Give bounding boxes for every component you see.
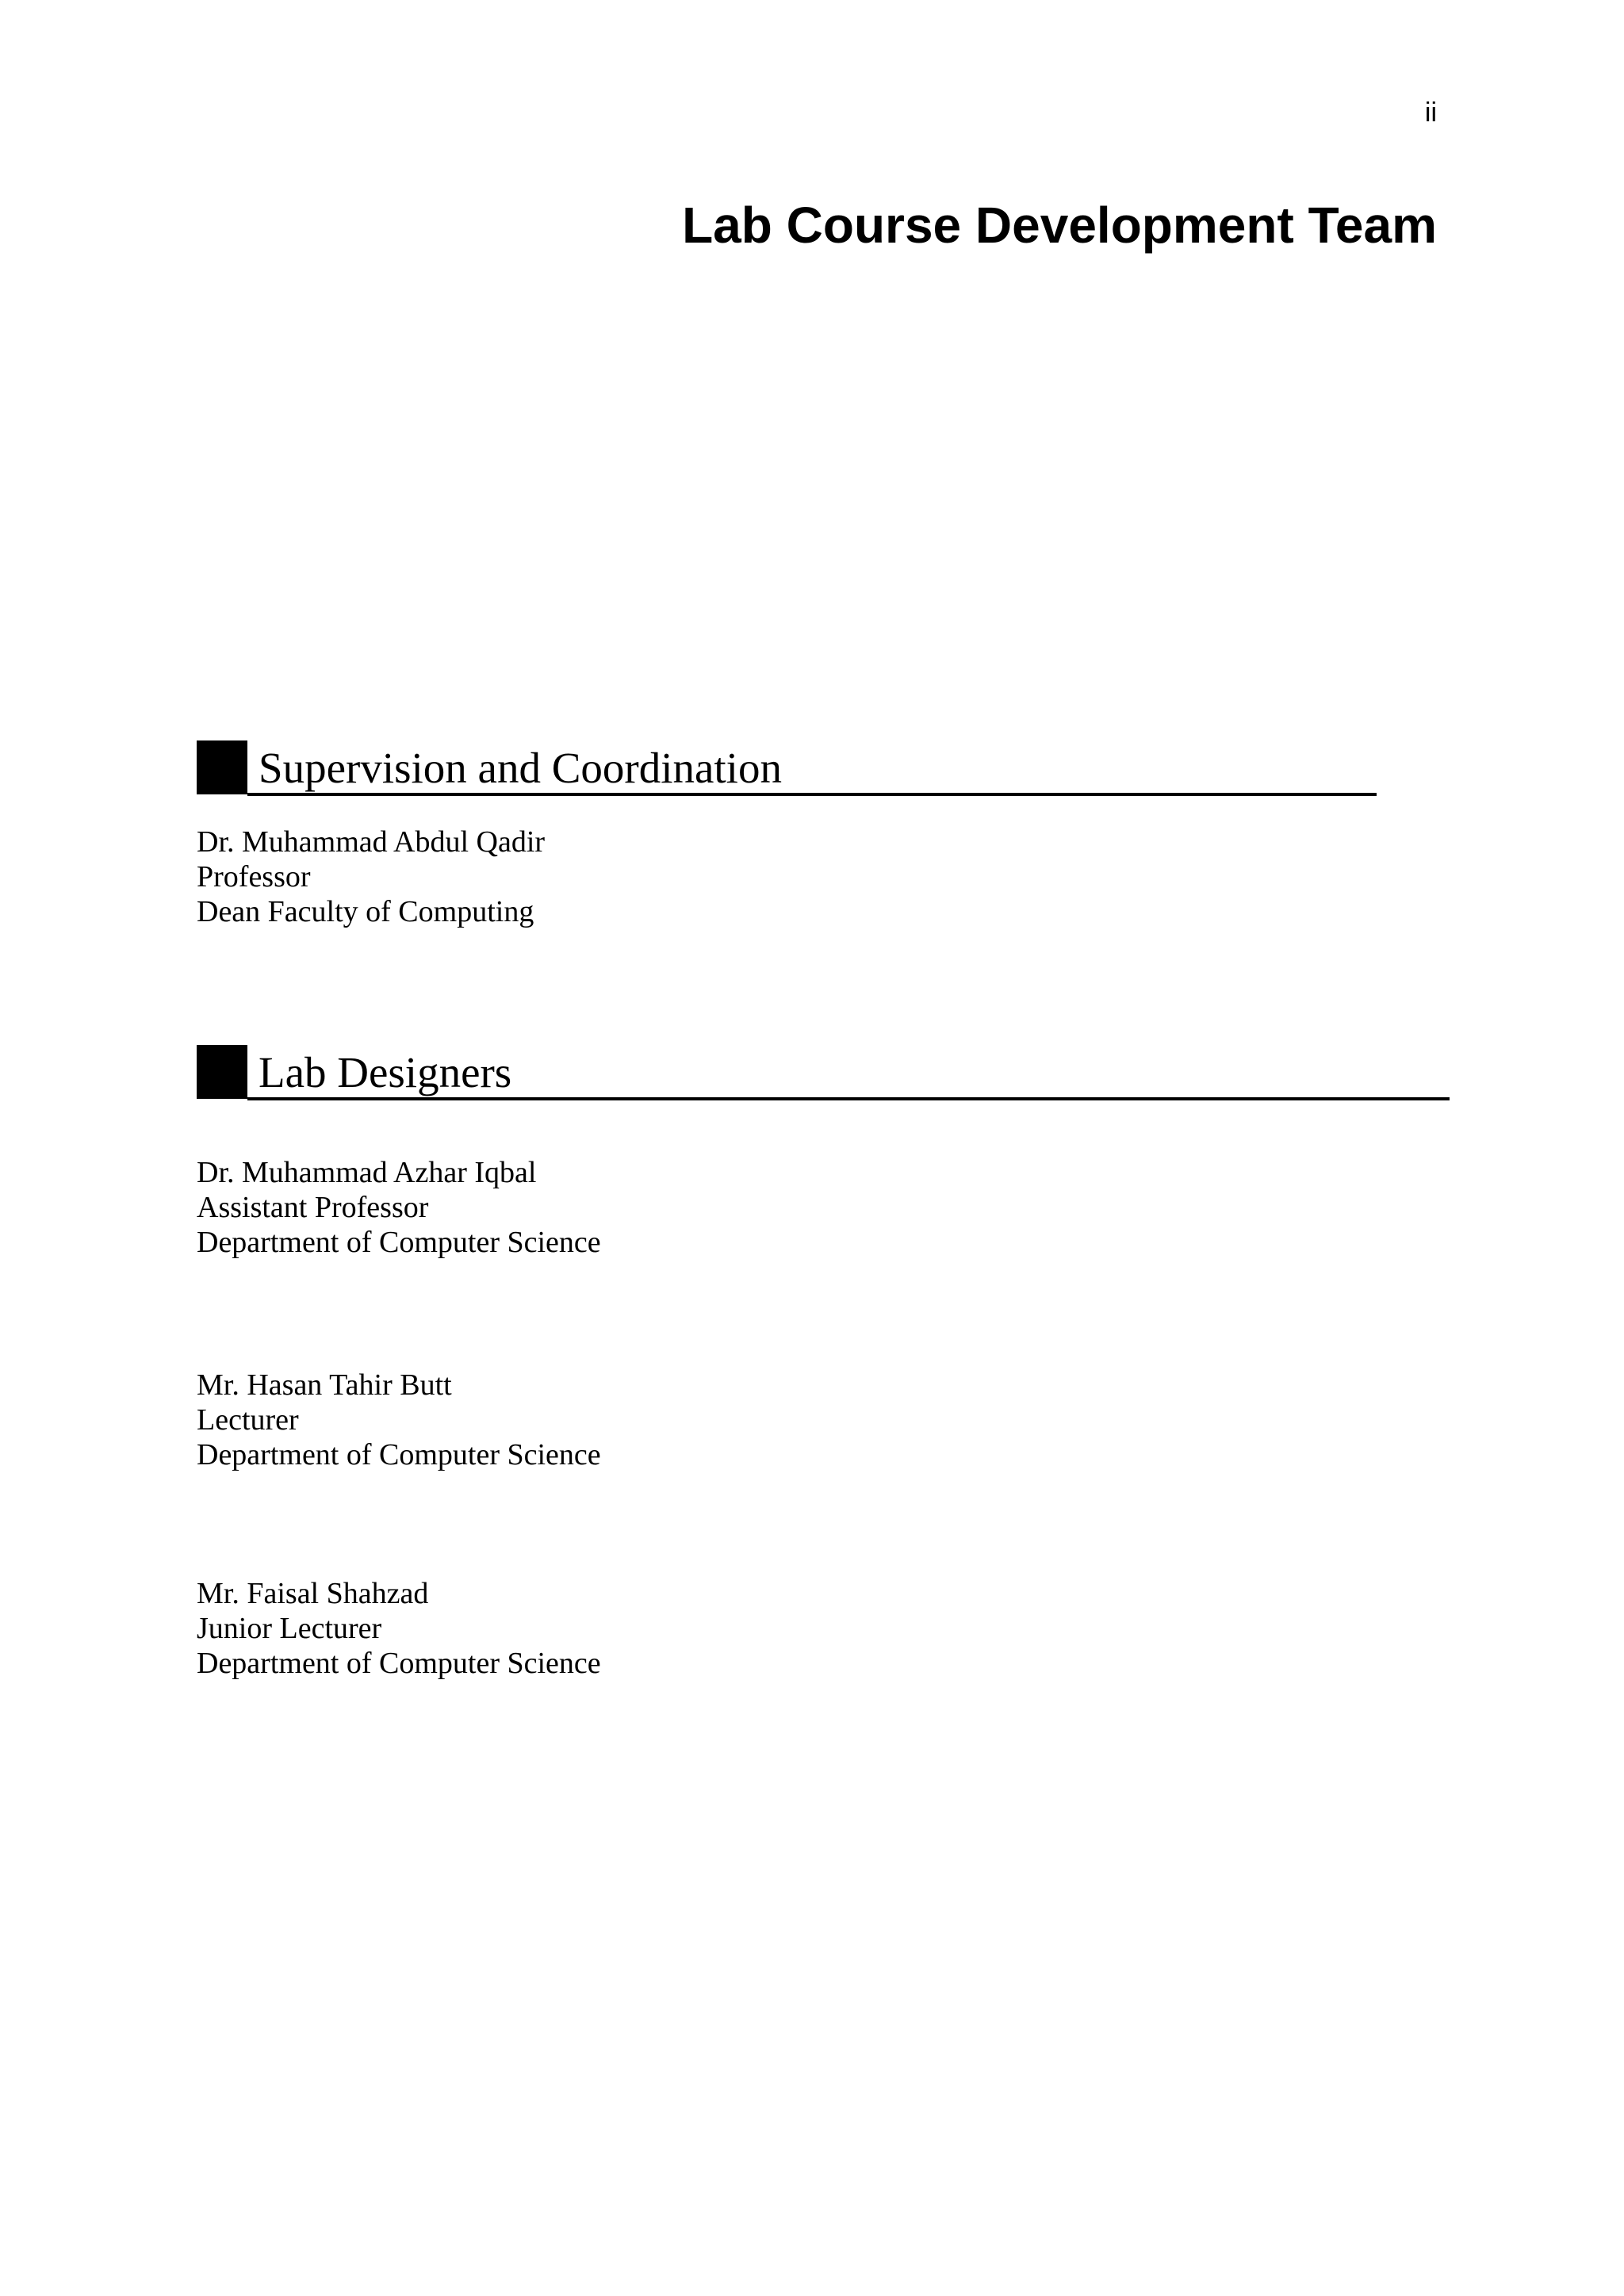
member-department: Department of Computer Science xyxy=(197,1226,601,1259)
member-department: Department of Computer Science xyxy=(197,1438,601,1471)
member-position: Junior Lecturer xyxy=(197,1612,382,1645)
team-member xyxy=(197,1368,601,1472)
section-marker-icon xyxy=(197,1045,247,1099)
section-heading: Supervision and Coordination xyxy=(259,744,782,792)
page-title: Lab Course Development Team xyxy=(682,197,1437,254)
member-name: Mr. Hasan Tahir Butt xyxy=(197,1368,452,1402)
section-marker-icon xyxy=(197,740,247,794)
team-member xyxy=(197,1576,601,1681)
section-heading: Lab Designers xyxy=(259,1048,512,1096)
member-position: Lecturer xyxy=(197,1403,299,1437)
team-member xyxy=(197,825,545,929)
member-department: Department of Computer Science xyxy=(197,1647,601,1680)
member-position: Assistant Professor xyxy=(197,1191,429,1224)
section-header-lab-designers xyxy=(197,1045,1450,1100)
team-member xyxy=(197,1155,601,1260)
member-name: Dr. Muhammad Abdul Qadir xyxy=(197,825,546,859)
member-name: Dr. Muhammad Azhar Iqbal xyxy=(197,1156,537,1189)
member-position: Professor xyxy=(197,860,311,894)
section-header-supervision xyxy=(197,740,1377,796)
member-name: Mr. Faisal Shahzad xyxy=(197,1577,429,1610)
page-number: ii xyxy=(1424,98,1437,128)
member-department: Dean Faculty of Computing xyxy=(197,895,534,928)
